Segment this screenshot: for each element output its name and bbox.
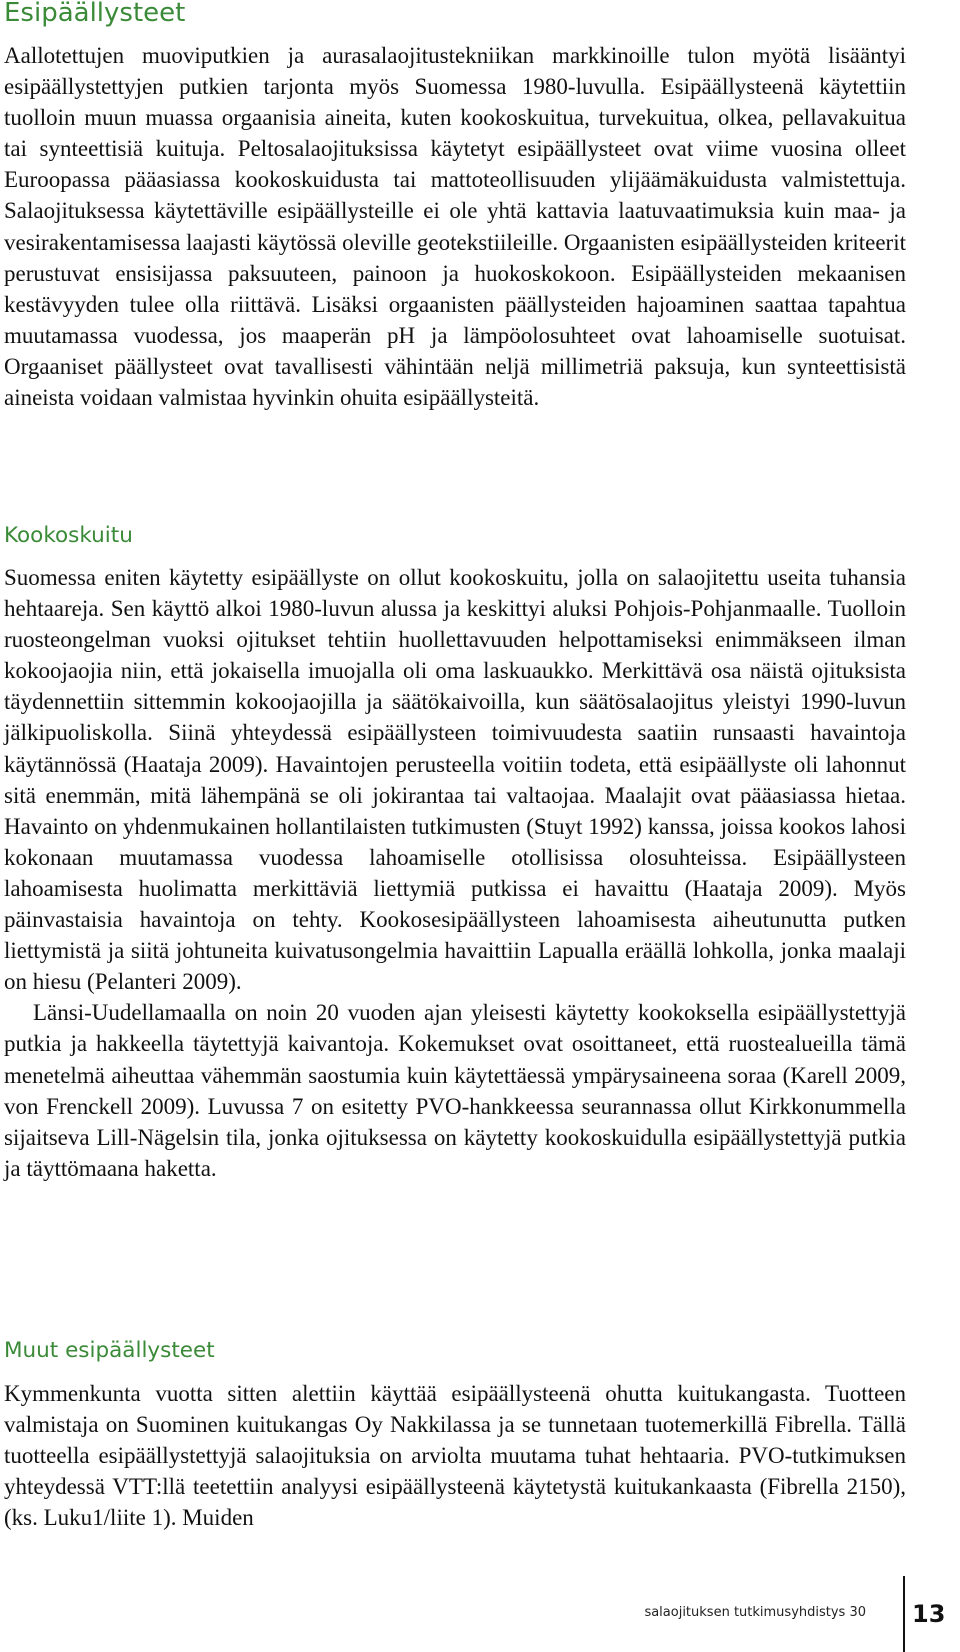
paragraph: Kymmenkunta vuotta sitten alettiin käyttää esipäällysteenä ohutta kuitukangasta. Tuotteen valmistaja on Suominen kuitukangas Oy Nakkilassa ja se tunnetaan tuotemerkillä Fibrella. Tällä tuotteella esipäällystettyjä salaojituksia on arviolta muutama tuhat hehtaaria. PVO-tutkimuksen yhteydessä VTT:llä teetettiin analyysi esipäällysteenä käytetystä kuitukankaasta (Fibrella 2150), (ks. Luku1/liite 1). Muiden — [4, 1381, 906, 1531]
footer-publication-label: salaojituksen tutkimusyhdistys 30 — [644, 1605, 866, 1620]
section-heading-muut-esipaallysteet: Muut esipäällysteet — [4, 1338, 215, 1363]
footer-divider — [903, 1576, 905, 1652]
paragraph: Länsi-Uudellamaalla on noin 20 vuoden ajan yleisesti käytetty kookoksella esipäällystettyjä putkia ja hakkeella täytettyjä kaivantoja. Kokemukset ovat osoittaneet, että ruostealueilla tämä menetelmä aiheuttaa vähemmän saostumia kuin käytettäessä ympärysaineena soraa (Karell 2009, von Frenckell 2009). Luvussa 7 on esitetty PVO-hankkeessa seurannassa ollut Kirkkonummella sijaitseva Lill-Nägelsin tila, jonka ojituksessa on käytetty kookoskuidulla esipäällystettyjä putkia ja täyttömaana haketta. — [4, 1000, 906, 1181]
page-number: 13 — [912, 1600, 946, 1628]
section-body-esipaallysteet — [4, 40, 906, 413]
paragraph: Suomessa eniten käytetty esipäällyste on ollut kookoskuitu, jolla on salaojitettu useita tuhansia hehtaareja. Sen käyttö alkoi 1980-luvun alussa ja keskittyi aluksi Pohjois-Pohjanmaalle. Tuolloin ruosteongelman vuoksi ojitukset tehtiin huollettavuuden helpottamiseksi enimmäkseen ilman kokoojaojia niin, että jokaisella imuojalla oli oma laskuaukko. Merkittävä osa näistä ojituksista täydennettiin sittemmin kokoojaojilla ja säätökaivoilla, kun säätösalaojitus yleistyi 1990-luvun jälkipuoliskolla. Siinä yhteydessä esipäällysteen toimivuudesta saatiin runsaasti havaintoja käytännössä (Haataja 2009). Havaintojen perusteella voitiin todeta, että esipäällyste oli lahonnut sitä enemmän, mitä lähempänä se oli jokirantaa tai valtaojaa. Maalajit ovat pääasiassa hietaa. Havainto on yhdenmukainen hollantilaisten tutkimusten (Stuyt 1992) kanssa, joissa kookos lahosi kokonaan muutamassa vuodessa lahoamiselle otollisissa olosuhteissa. Esipäällysteen lahoamisesta huolimatta merkittäviä liettymiä putkissa ei havaittu (Haataja 2009). Myös päinvastaisia havaintoja on tehty. Kookosesipäällysteen lahoamisesta aiheutunutta putken liettymistä ja siitä johtuneita kuivatusongelmia havaittiin Lapualla eräällä lohkolla, jonka maalaji on hiesu (Pelanteri 2009). — [4, 565, 906, 995]
section-body-kookoskuitu — [4, 562, 906, 1184]
section-body-muut-esipaallysteet — [4, 1378, 906, 1533]
paragraph: Aallotettujen muoviputkien ja aurasalaojitustekniikan markkinoille tulon myötä lisääntyi esipäällystettyjen putkien tarjonta myös Suomessa 1980-luvulla. Esipäällysteenä käytettiin tuolloin muun muassa orgaanisia aineita, kuten kookoskuitua, turvekuitua, olkea, pellavakuitua tai synteettisiä kuituja. Peltosalaojituksissa käytetyt esipäällysteet ovat viime vuosina olleet Euroopassa pääasiassa kookoskuidusta tai mattoteollisuuden ylijäämäkuidusta valmistettuja. Salaojituksessa käytettäville esipäällysteille ei ole yhtä kattavia laatuvaatimuksia kuin maa- ja vesirakentamisessa laajasti käytössä oleville geotekstiileille. Orgaanisten esipäällysteiden kriteerit perustuvat ensisijassa paksuuteen, painoon ja huokoskokoon. Esipäällysteiden mekaanisen kestävyyden tulee olla riittävä. Lisäksi orgaanisten päällysteiden hajoaminen saattaa tapahtua muutamassa vuodessa, jos maaperän pH ja lämpöolosuhteet ovat lahoamiselle suotuisat. Orgaaniset päällysteet ovat tavallisesti vähintään neljä millimetriä paksuja, kun synteettisistä aineista voidaan valmistaa hyvinkin ohuita esipäällysteitä. — [4, 43, 906, 411]
section-heading-esipaallysteet: Esipäällysteet — [4, 0, 186, 28]
section-heading-kookoskuitu: Kookoskuitu — [4, 523, 133, 548]
